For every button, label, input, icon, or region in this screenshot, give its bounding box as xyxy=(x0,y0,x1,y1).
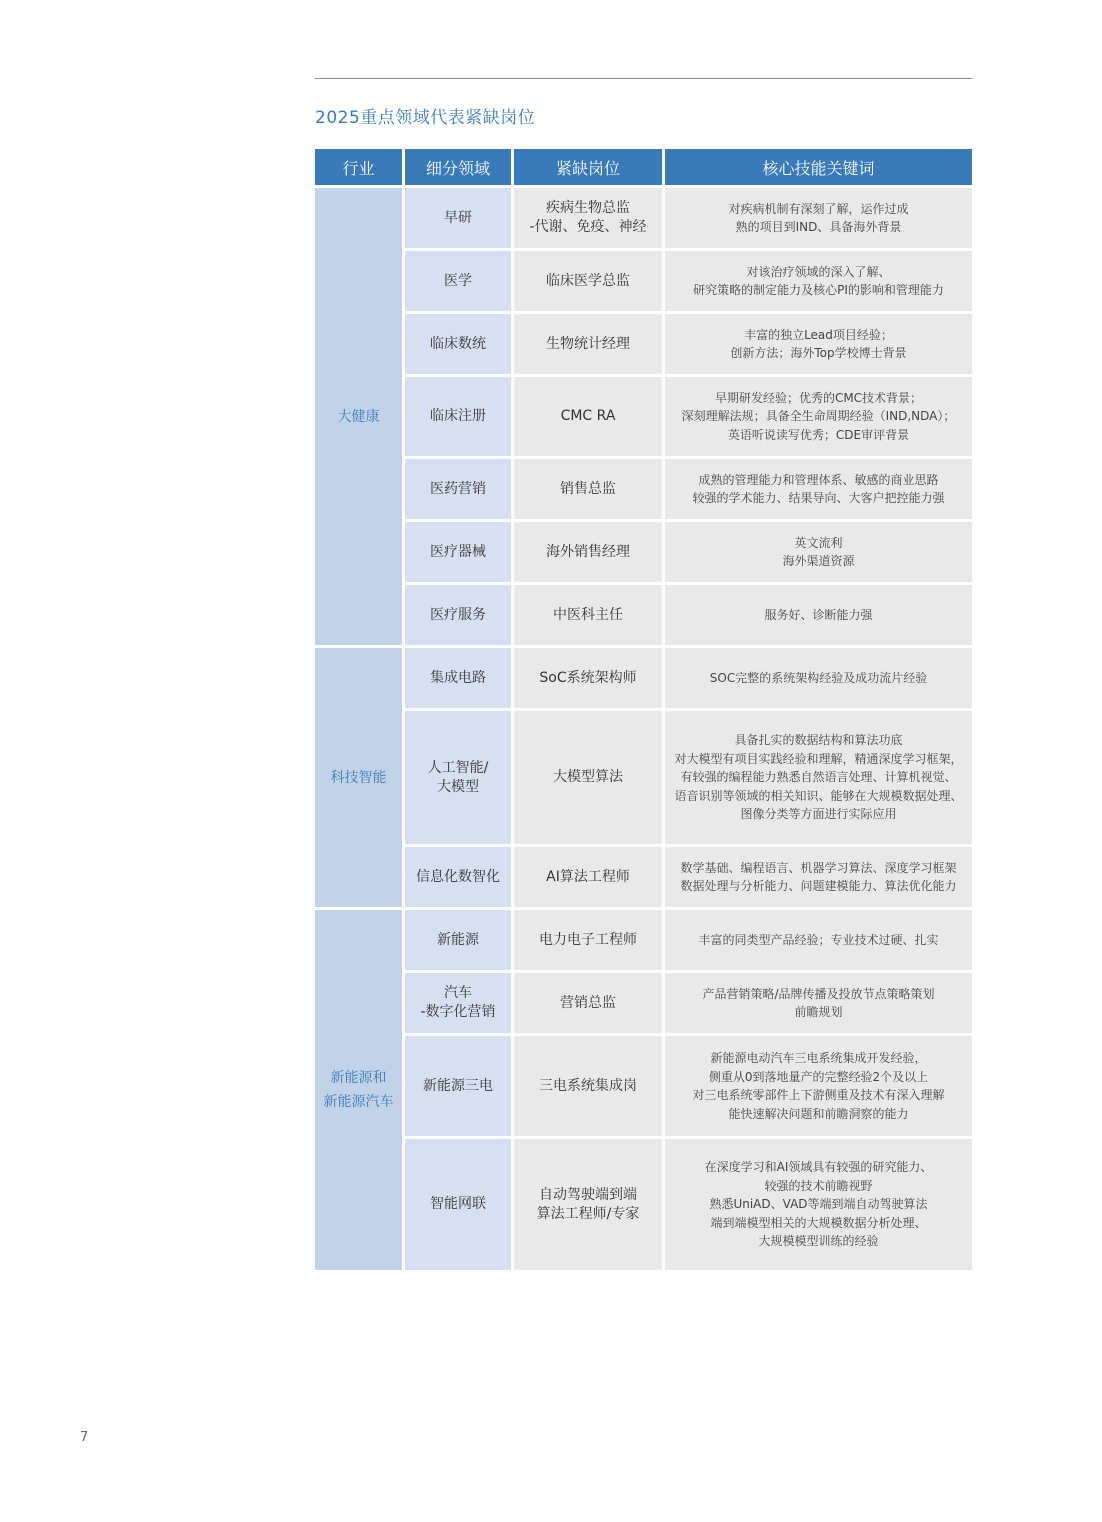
industry-cell xyxy=(315,910,405,1273)
sector-cell-line: 汽车 xyxy=(444,985,472,1001)
skills-cell xyxy=(665,585,972,648)
role-cell-line: 销售总监 xyxy=(560,480,616,497)
role-cell-line: 临床医学总监 xyxy=(546,272,630,289)
role-cell xyxy=(514,1139,665,1273)
table-row xyxy=(315,314,972,377)
skills-cell-line: 对三电系统零部件上下游侧重及技术有深入理解 xyxy=(692,1088,945,1102)
role-cell-line: 电力电子工程师 xyxy=(539,931,637,948)
sector-cell-line: 医学 xyxy=(444,272,472,289)
role-cell xyxy=(514,522,665,585)
skills-cell xyxy=(665,711,972,847)
skills-cell xyxy=(665,1036,972,1139)
sector-cell-line: 人工智能/ xyxy=(427,759,489,776)
industry-cell-line: 大健康 xyxy=(337,408,380,425)
sector-cell xyxy=(405,459,514,522)
role-cell xyxy=(514,1036,665,1139)
skills-cell-line: 产品营销策略/品牌传播及投放节点策略策划 xyxy=(702,986,935,1001)
sector-cell-line: 新能源 xyxy=(437,931,479,948)
skills-cell xyxy=(665,377,972,459)
sector-cell-line: 集成电路 xyxy=(430,669,486,686)
sector-cell xyxy=(405,1139,514,1273)
sector-cell xyxy=(405,711,514,847)
skills-cell-line: 英文流利 xyxy=(794,535,843,550)
sector-cell-line: 临床注册 xyxy=(430,408,486,424)
skills-cell-line: 对大模型有项目实践经验和理解，精通深度学习框架， xyxy=(674,751,963,766)
sector-cell xyxy=(405,188,514,251)
skills-cell-line: 大规模模型训练的经验 xyxy=(758,1234,879,1249)
skills-cell-line: 对该治疗领域的深入了解、 xyxy=(746,264,891,279)
role-cell-line: 算法工程师/专家 xyxy=(536,1205,640,1222)
role-cell xyxy=(514,188,665,251)
sector-cell xyxy=(405,648,514,711)
sector-cell xyxy=(405,251,514,314)
role-cell-line: -代谢、免疫、神经 xyxy=(529,219,647,235)
sector-cell-line: 智能网联 xyxy=(430,1196,486,1212)
role-cell-line: 生物统计经理 xyxy=(546,335,630,352)
top-divider xyxy=(315,78,972,79)
skills-cell-line: 丰富的独立Lead项目经验； xyxy=(744,327,893,342)
table-header-row xyxy=(315,149,972,188)
role-cell xyxy=(514,585,665,648)
sector-cell-line: 信息化数智化 xyxy=(416,868,500,885)
industry-cell xyxy=(315,648,405,910)
role-cell xyxy=(514,847,665,910)
role-cell-line: 疾病生物总监 xyxy=(546,200,630,216)
table-row xyxy=(315,973,972,1036)
role-cell-line: 大模型算法 xyxy=(553,769,623,785)
skills-cell-line: 图像分类等方面进行实际应用 xyxy=(740,807,897,822)
skills-cell-line: 新能源电动汽车三电系统集成开发经验， xyxy=(710,1051,927,1065)
industry-cell xyxy=(315,188,405,648)
skills-cell-line: 能快速解决问题和前瞻洞察的能力 xyxy=(728,1106,909,1121)
skills-cell-line: 前瞻规划 xyxy=(794,1005,843,1019)
skills-cell xyxy=(665,847,972,910)
skills-cell-line: 有较强的编程能力熟悉自然语言处理、计算机视觉、 xyxy=(680,770,957,785)
header-sector: 细分领域 xyxy=(405,149,514,188)
role-cell xyxy=(514,251,665,314)
role-cell-line: SoC系统架构师 xyxy=(539,669,637,686)
skills-cell xyxy=(665,973,972,1036)
table-row xyxy=(315,847,972,910)
sector-cell-line: -数字化营销 xyxy=(420,1004,496,1020)
skills-cell xyxy=(665,1139,972,1273)
skills-cell-line: 熟悉UniAD、VAD等端到端自动驾驶算法 xyxy=(709,1197,928,1212)
page-number: 7 xyxy=(80,1430,89,1445)
table-row xyxy=(315,910,972,973)
role-cell-line: CMC RA xyxy=(560,408,616,424)
sector-cell-line: 早研 xyxy=(444,209,472,226)
skills-cell-line: 服务好、诊断能力强 xyxy=(764,607,873,622)
skills-cell-line: 在深度学习和AI领域具有较强的研究能力、 xyxy=(704,1160,933,1175)
skills-cell-line: 研究策略的制定能力及核心PI的影响和管理能力 xyxy=(693,283,944,297)
industry-cell-line: 新能源汽车 xyxy=(323,1094,394,1110)
role-cell xyxy=(514,648,665,711)
skills-cell-line: SOC完整的系统架构经验及成功流片经验 xyxy=(709,670,928,685)
role-cell xyxy=(514,314,665,377)
table-row xyxy=(315,459,972,522)
skills-cell-line: 海外渠道资源 xyxy=(782,554,855,568)
skills-cell xyxy=(665,251,972,314)
header-industry: 行业 xyxy=(315,149,405,188)
role-cell-line: 营销总监 xyxy=(560,994,616,1011)
role-cell-line: AI算法工程师 xyxy=(546,868,630,885)
skills-cell-line: 较强的技术前瞻视野 xyxy=(764,1178,873,1193)
sector-cell xyxy=(405,910,514,973)
sector-cell xyxy=(405,377,514,459)
role-cell-line: 海外销售经理 xyxy=(546,543,630,560)
skills-cell-line: 创新方法；海外Top学校博士背景 xyxy=(730,346,907,360)
skills-cell-line: 侧重从0到落地量产的完整经验2个及以上 xyxy=(708,1069,929,1084)
table-row xyxy=(315,711,972,847)
shortage-roles-table xyxy=(315,149,972,1273)
table-row xyxy=(315,188,972,251)
skills-cell-line: 英语听说读写优秀；CDE审评背景 xyxy=(727,427,910,442)
skills-cell xyxy=(665,314,972,377)
sector-cell xyxy=(405,522,514,585)
skills-cell-line: 具备扎实的数据结构和算法功底 xyxy=(734,733,903,748)
skills-cell xyxy=(665,910,972,973)
table-row xyxy=(315,1139,972,1273)
table-row xyxy=(315,377,972,459)
role-cell xyxy=(514,910,665,973)
sector-cell xyxy=(405,314,514,377)
table-row xyxy=(315,648,972,711)
role-cell-line: 三电系统集成岗 xyxy=(539,1077,637,1094)
skills-cell-line: 早期研发经验；优秀的CMC技术背景； xyxy=(714,390,923,405)
industry-cell-line: 新能源和 xyxy=(330,1070,387,1086)
sector-cell xyxy=(405,973,514,1036)
skills-cell xyxy=(665,522,972,585)
skills-cell xyxy=(665,648,972,711)
table-row xyxy=(315,585,972,648)
sector-cell xyxy=(405,1036,514,1139)
skills-cell-line: 丰富的同类型产品经验；专业技术过硬、扎实 xyxy=(698,932,939,947)
skills-cell-line: 对疾病机制有深刻了解，运作过成 xyxy=(728,201,909,216)
skills-cell xyxy=(665,459,972,522)
table-row xyxy=(315,522,972,585)
role-cell xyxy=(514,711,665,847)
skills-cell-line: 语音识别等领域的相关知识、能够在大规模数据处理、 xyxy=(674,788,963,803)
table-row xyxy=(315,1036,972,1139)
sector-cell-line: 医疗器械 xyxy=(430,543,486,560)
sector-cell-line: 新能源三电 xyxy=(423,1077,493,1094)
header-skills: 核心技能关键词 xyxy=(665,149,972,188)
skills-cell-line: 数据处理与分析能力、问题建模能力、算法优化能力 xyxy=(680,879,957,893)
sector-cell-line: 大模型 xyxy=(437,778,479,795)
sector-cell-line: 医药营销 xyxy=(430,480,486,497)
sector-cell-line: 医疗服务 xyxy=(430,606,486,623)
role-cell xyxy=(514,377,665,459)
role-cell-line: 自动驾驶端到端 xyxy=(539,1186,637,1203)
skills-cell-line: 熟的项目到IND、具备海外背景 xyxy=(735,220,902,234)
skills-cell-line: 深刻理解法规；具备全生命周期经验（IND,NDA）； xyxy=(681,409,956,424)
table-row xyxy=(315,251,972,314)
skills-cell xyxy=(665,188,972,251)
industry-cell-line: 科技智能 xyxy=(330,769,387,786)
skills-cell-line: 较强的学术能力、结果导向、大客户把控能力强 xyxy=(692,491,945,505)
sector-cell-line: 临床数统 xyxy=(430,335,486,352)
header-role: 紧缺岗位 xyxy=(514,149,665,188)
skills-cell-line: 成熟的管理能力和管理体系、敏感的商业思路 xyxy=(698,472,939,487)
role-cell-line: 中医科主任 xyxy=(553,606,623,623)
sector-cell xyxy=(405,847,514,910)
page-title: 2025重点领域代表紧缺岗位 xyxy=(315,108,536,128)
role-cell xyxy=(514,973,665,1036)
skills-cell-line: 数学基础、编程语言、机器学习算法、深度学习框架 xyxy=(680,860,957,875)
sector-cell xyxy=(405,585,514,648)
role-cell xyxy=(514,459,665,522)
skills-cell-line: 端到端模型相关的大规模数据分析处理、 xyxy=(710,1215,927,1230)
